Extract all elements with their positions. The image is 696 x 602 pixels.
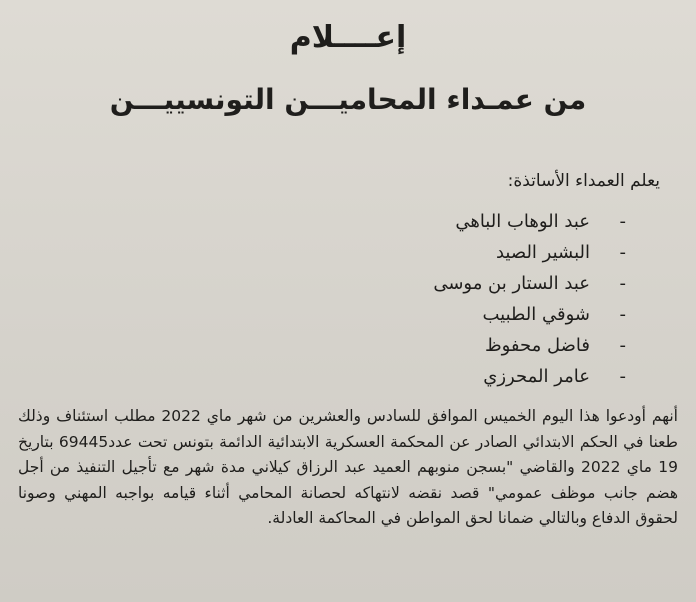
bullet-dash: - <box>619 211 626 232</box>
list-item <box>433 237 626 268</box>
document-subtitle: من عمـداء المحاميـــن التونسييـــن <box>109 83 587 116</box>
dean-name: عامر المحرزي <box>483 366 590 387</box>
list-item <box>433 268 626 299</box>
dean-name: فاضل محفوظ <box>484 335 590 356</box>
list-item <box>433 206 626 237</box>
deans-list <box>433 206 626 392</box>
bullet-dash: - <box>619 366 626 387</box>
dean-name: البشير الصيد <box>495 242 590 263</box>
bullet-dash: - <box>619 304 626 325</box>
dean-name: عبد الوهاب الباهي <box>455 211 590 232</box>
bullet-dash: - <box>619 335 626 356</box>
list-item <box>433 330 626 361</box>
body-paragraph: أنهم أودعوا هذا اليوم الخميس الموافق للسادس والعشرين من شهر ماي 2022 مطلب استئناف وذلك طعنا في الحكم الابتدائي الصادر عن المحكمة العسكرية الابتدائية الدائمة بتونس تحت عدد69445 بتاريخ 19 ماي 2022 والقاضي "بسجن منوبهم العميد عبد الرزاق كيلاني مدة شهر مع تأجيل التنفيذ من أجل هضم جانب موظف عمومي" قصد نقضه لانتهاكه لحصانة المحامي أثناء قيامه بواجبه المهني وصونا لحقوق الدفاع وبالتالي ضمانا لحق المواطن في المحاكمة العادلة. <box>18 407 678 527</box>
intro-line: يعلم العمداء الأساتذة: <box>507 171 660 191</box>
dean-name: عبد الستار بن موسى <box>433 273 590 294</box>
bullet-dash: - <box>619 273 626 294</box>
document-title: إعــــلام <box>289 20 407 55</box>
list-item <box>433 299 626 330</box>
bullet-dash: - <box>619 242 626 263</box>
list-item <box>433 361 626 392</box>
dean-name: شوقي الطبيب <box>482 304 590 325</box>
